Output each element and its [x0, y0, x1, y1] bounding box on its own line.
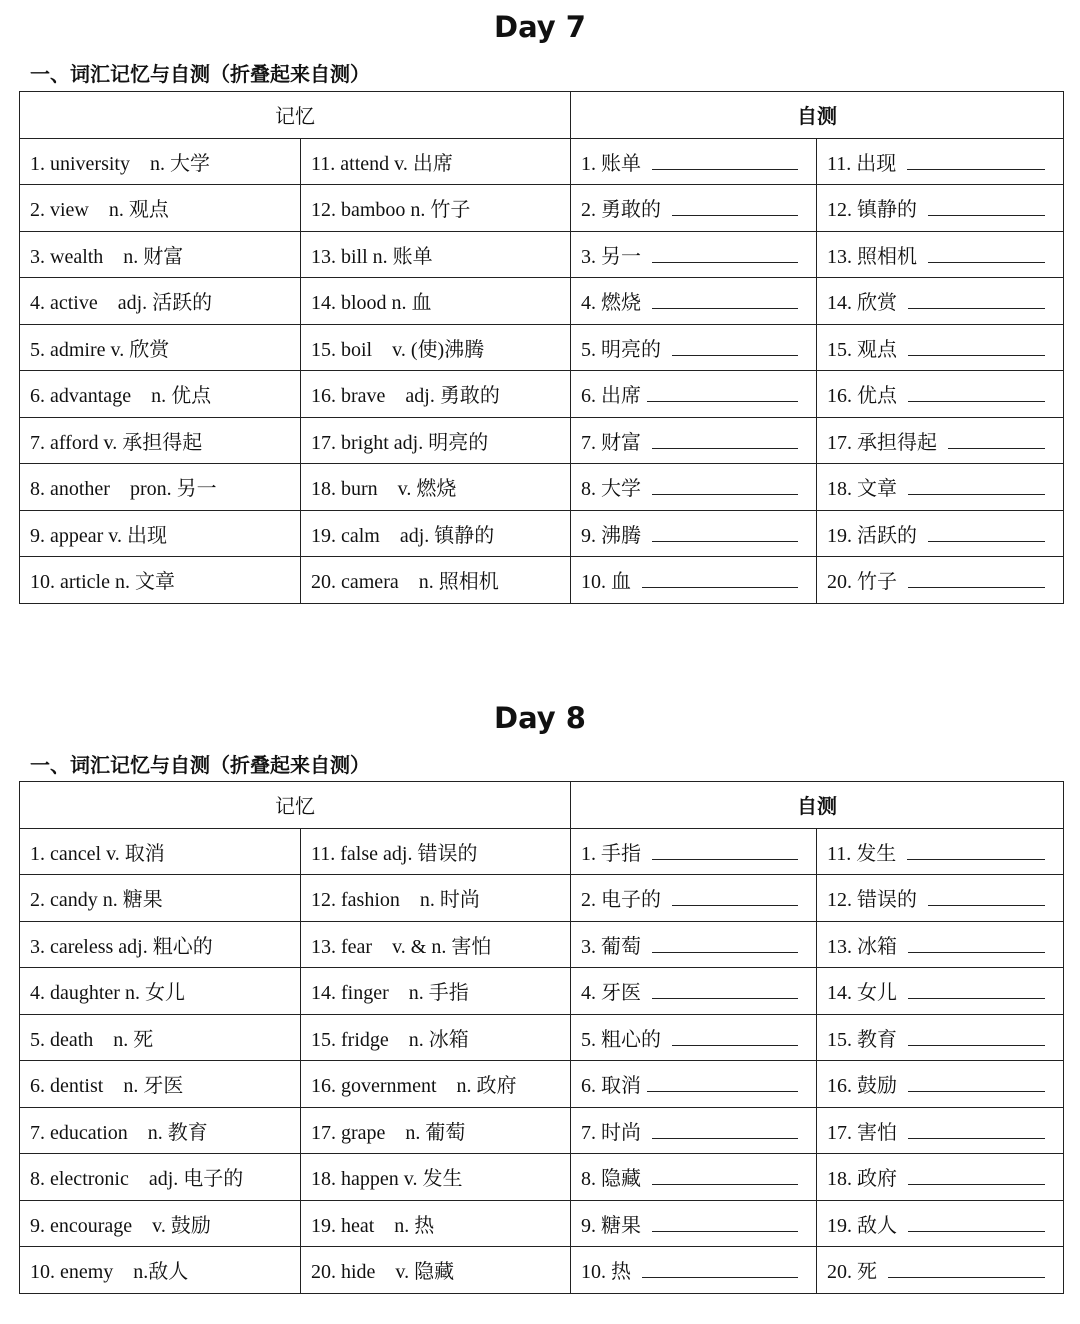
table-row: [20, 828, 1064, 875]
section-heading: 一、词汇记忆与自测（折叠起来自测）: [30, 62, 370, 86]
memory-entry-text: 6. dentist n. 牙医: [30, 1075, 184, 1098]
section-heading: 一、词汇记忆与自测（折叠起来自测）: [30, 753, 370, 777]
memory-entry-text: 13. fear v. & n. 害怕: [311, 935, 492, 958]
memory-entry: [20, 1247, 301, 1294]
self-test-entry-text: 6. 取消: [581, 1075, 641, 1098]
memory-entry: [20, 371, 301, 418]
memory-entry: [20, 324, 301, 371]
memory-entry-text: 18. burn v. 燃烧: [311, 478, 457, 501]
self-test-entry-text: 17. 害怕: [827, 1121, 902, 1144]
memory-entry: [301, 1154, 571, 1201]
table-row: [20, 1247, 1064, 1294]
answer-blank[interactable]: [652, 934, 798, 953]
answer-blank[interactable]: [908, 980, 1045, 999]
answer-blank[interactable]: [908, 1120, 1045, 1139]
memory-entry: [301, 1200, 571, 1247]
self-test-entry: [571, 557, 817, 604]
table-row: [20, 968, 1064, 1015]
answer-blank[interactable]: [672, 887, 798, 906]
answer-blank[interactable]: [908, 290, 1045, 309]
table-row: [20, 417, 1064, 464]
table-row: [20, 1107, 1064, 1154]
answer-blank[interactable]: [907, 151, 1045, 170]
memory-entry: [20, 1154, 301, 1201]
memory-entry-text: 13. bill n. 账单: [311, 245, 433, 268]
memory-entry: [301, 324, 571, 371]
memory-entry-text: 16. brave adj. 勇敢的: [311, 385, 500, 408]
memory-entry-text: 5. death n. 死: [30, 1028, 154, 1051]
memory-entry-text: 12. fashion n. 时尚: [311, 889, 480, 912]
answer-blank[interactable]: [908, 1073, 1045, 1092]
self-test-entry-text: 19. 敌人: [827, 1214, 902, 1237]
answer-blank[interactable]: [652, 1166, 798, 1185]
self-test-entry: [571, 921, 817, 968]
answer-blank[interactable]: [908, 934, 1045, 953]
memory-entry: [20, 510, 301, 557]
table-row: [20, 185, 1064, 232]
table-row: [20, 1200, 1064, 1247]
self-test-entry-text: 5. 明亮的: [581, 338, 666, 361]
self-test-entry-text: 6. 出席: [581, 385, 641, 408]
answer-blank[interactable]: [652, 1213, 798, 1232]
table-header-row: [20, 782, 1064, 829]
self-test-entry: [817, 968, 1064, 1015]
memory-entry: [20, 875, 301, 922]
memory-entry: [301, 185, 571, 232]
day-title: Day 7: [494, 10, 586, 44]
self-test-entry-text: 10. 热: [581, 1261, 636, 1284]
memory-entry-text: 10. article n. 文章: [30, 571, 175, 594]
self-test-entry: [571, 464, 817, 511]
memory-entry: [20, 557, 301, 604]
answer-blank[interactable]: [928, 887, 1045, 906]
self-test-entry: [571, 510, 817, 557]
memory-entry: [301, 231, 571, 278]
self-test-entry-text: 11. 出现: [827, 152, 902, 175]
self-test-entry-text: 7. 时尚: [581, 1121, 646, 1144]
answer-blank[interactable]: [652, 841, 798, 860]
memory-entry-text: 3. wealth n. 财富: [30, 245, 184, 268]
self-test-entry: [817, 1061, 1064, 1108]
memory-entry-text: 11. attend v. 出席: [311, 152, 453, 175]
memory-entry: [301, 828, 571, 875]
memory-entry: [20, 1200, 301, 1247]
self-test-entry: [571, 1107, 817, 1154]
memory-entry: [20, 185, 301, 232]
self-test-entry-text: 1. 账单: [581, 152, 646, 175]
memory-entry-text: 19. heat n. 热: [311, 1214, 435, 1237]
answer-blank[interactable]: [908, 476, 1045, 495]
memory-entry: [301, 417, 571, 464]
self-test-entry: [817, 1200, 1064, 1247]
answer-blank[interactable]: [928, 523, 1045, 542]
memory-entry-text: 17. grape n. 葡萄: [311, 1121, 466, 1144]
self-test-entry-text: 4. 牙医: [581, 982, 646, 1005]
memory-entry-text: 4. active adj. 活跃的: [30, 292, 213, 315]
self-test-entry: [817, 417, 1064, 464]
self-test-entry-text: 14. 欣赏: [827, 292, 902, 315]
self-test-entry: [571, 1200, 817, 1247]
memory-entry-text: 20. camera n. 照相机: [311, 571, 499, 594]
self-test-entry-text: 4. 燃烧: [581, 292, 646, 315]
self-test-entry: [817, 1247, 1064, 1294]
table-row: [20, 557, 1064, 604]
self-test-entry-text: 15. 教育: [827, 1028, 902, 1051]
self-test-entry: [817, 138, 1064, 185]
memory-entry: [301, 510, 571, 557]
memory-entry-text: 9. appear v. 出现: [30, 524, 167, 547]
self-test-entry-text: 18. 政府: [827, 1168, 902, 1191]
memory-entry: [20, 1014, 301, 1061]
answer-blank[interactable]: [888, 1259, 1045, 1278]
memory-entry-text: 11. false adj. 错误的: [311, 842, 478, 865]
self-test-header: 自测: [571, 92, 1064, 139]
self-test-entry-text: 20. 竹子: [827, 571, 902, 594]
memory-entry-text: 8. electronic adj. 电子的: [30, 1168, 244, 1191]
memory-entry-text: 14. blood n. 血: [311, 292, 432, 315]
self-test-entry: [817, 464, 1064, 511]
self-test-entry: [817, 875, 1064, 922]
self-test-entry: [571, 417, 817, 464]
self-test-entry: [571, 278, 817, 325]
self-test-entry: [571, 1247, 817, 1294]
memory-entry: [20, 231, 301, 278]
memory-entry-text: 6. advantage n. 优点: [30, 385, 212, 408]
answer-blank[interactable]: [652, 290, 798, 309]
table-row: [20, 510, 1064, 557]
memory-entry: [301, 1107, 571, 1154]
memory-entry: [301, 557, 571, 604]
self-test-entry: [817, 1014, 1064, 1061]
self-test-entry-text: 16. 优点: [827, 385, 902, 408]
self-test-entry: [571, 1154, 817, 1201]
day-title: Day 8: [494, 701, 586, 735]
self-test-entry: [571, 875, 817, 922]
self-test-entry: [571, 968, 817, 1015]
memory-entry: [301, 464, 571, 511]
self-test-entry-text: 12. 错误的: [827, 889, 922, 912]
self-test-entry: [817, 828, 1064, 875]
answer-blank[interactable]: [928, 244, 1045, 263]
table-row: [20, 875, 1064, 922]
self-test-entry-text: 14. 女儿: [827, 982, 902, 1005]
memory-entry-text: 14. finger n. 手指: [311, 982, 469, 1005]
memory-entry-text: 7. education n. 教育: [30, 1121, 208, 1144]
answer-blank[interactable]: [647, 383, 798, 402]
self-test-entry: [571, 1061, 817, 1108]
vocab-table: [19, 91, 1064, 604]
memory-entry-text: 20. hide v. 隐藏: [311, 1261, 455, 1284]
answer-blank[interactable]: [652, 151, 798, 170]
memory-entry: [20, 278, 301, 325]
answer-blank[interactable]: [908, 569, 1045, 588]
self-test-entry-text: 5. 粗心的: [581, 1028, 666, 1051]
table-row: [20, 231, 1064, 278]
memory-entry-text: 15. fridge n. 冰箱: [311, 1028, 469, 1051]
vocab-table: [19, 781, 1064, 1294]
memory-entry-text: 2. candy n. 糖果: [30, 889, 163, 912]
self-test-entry-text: 11. 发生: [827, 842, 902, 865]
answer-blank[interactable]: [907, 841, 1045, 860]
table-row: [20, 921, 1064, 968]
self-test-entry: [571, 185, 817, 232]
self-test-entry-text: 13. 冰箱: [827, 935, 902, 958]
memory-entry-text: 16. government n. 政府: [311, 1075, 517, 1098]
memory-entry: [20, 1061, 301, 1108]
memory-entry: [301, 968, 571, 1015]
memory-header: 记忆: [20, 92, 571, 139]
memory-entry: [20, 1107, 301, 1154]
self-test-entry-text: 18. 文章: [827, 478, 902, 501]
self-test-entry: [817, 510, 1064, 557]
self-test-entry-text: 12. 镇静的: [827, 199, 922, 222]
self-test-entry-text: 10. 血: [581, 571, 636, 594]
memory-entry: [20, 138, 301, 185]
self-test-entry-text: 19. 活跃的: [827, 524, 922, 547]
self-test-entry: [571, 828, 817, 875]
self-test-entry-text: 2. 勇敢的: [581, 199, 666, 222]
self-test-entry: [817, 557, 1064, 604]
self-test-entry: [817, 371, 1064, 418]
answer-blank[interactable]: [908, 1213, 1045, 1232]
self-test-entry: [571, 138, 817, 185]
self-test-entry: [571, 324, 817, 371]
self-test-entry-text: 9. 沸腾: [581, 524, 646, 547]
self-test-entry-text: 8. 隐藏: [581, 1168, 646, 1191]
answer-blank[interactable]: [908, 1166, 1045, 1185]
memory-entry: [301, 278, 571, 325]
self-test-entry-text: 3. 另一: [581, 245, 646, 268]
table-row: [20, 1014, 1064, 1061]
answer-blank[interactable]: [642, 569, 798, 588]
self-test-entry: [571, 1014, 817, 1061]
memory-entry: [301, 875, 571, 922]
memory-entry-text: 9. encourage v. 鼓励: [30, 1214, 211, 1237]
memory-entry: [301, 371, 571, 418]
self-test-entry: [817, 921, 1064, 968]
memory-entry: [20, 828, 301, 875]
memory-entry: [301, 921, 571, 968]
answer-blank[interactable]: [908, 383, 1045, 402]
table-row: [20, 1154, 1064, 1201]
memory-entry-text: 17. bright adj. 明亮的: [311, 431, 489, 454]
table-header-row: [20, 92, 1064, 139]
self-test-entry-text: 2. 电子的: [581, 889, 666, 912]
memory-entry: [301, 1247, 571, 1294]
self-test-entry: [817, 1154, 1064, 1201]
answer-blank[interactable]: [652, 244, 798, 263]
self-test-entry-text: 15. 观点: [827, 338, 902, 361]
memory-entry-text: 5. admire v. 欣赏: [30, 338, 170, 361]
memory-entry-text: 3. careless adj. 粗心的: [30, 935, 213, 958]
memory-entry: [20, 464, 301, 511]
answer-blank[interactable]: [652, 476, 798, 495]
memory-entry: [301, 138, 571, 185]
memory-entry-text: 10. enemy n.敌人: [30, 1261, 189, 1284]
answer-blank[interactable]: [908, 1027, 1045, 1046]
self-test-entry: [817, 231, 1064, 278]
self-test-entry-text: 16. 鼓励: [827, 1075, 902, 1098]
answer-blank[interactable]: [672, 1027, 798, 1046]
self-test-entry-text: 20. 死: [827, 1261, 882, 1284]
answer-blank[interactable]: [672, 337, 798, 356]
memory-entry: [20, 968, 301, 1015]
self-test-entry-text: 7. 财富: [581, 431, 646, 454]
answer-blank[interactable]: [652, 430, 798, 449]
self-test-entry: [571, 231, 817, 278]
answer-blank[interactable]: [652, 523, 798, 542]
memory-entry: [20, 417, 301, 464]
memory-entry-text: 15. boil v. (使)沸腾: [311, 338, 485, 361]
memory-entry-text: 19. calm adj. 镇静的: [311, 524, 495, 547]
memory-entry-text: 4. daughter n. 女儿: [30, 982, 185, 1005]
memory-entry-text: 1. university n. 大学: [30, 152, 210, 175]
table-row: [20, 464, 1064, 511]
self-test-entry-text: 17. 承担得起: [827, 431, 942, 454]
memory-entry-text: 1. cancel v. 取消: [30, 842, 165, 865]
memory-entry-text: 8. another pron. 另一: [30, 478, 217, 501]
memory-entry: [20, 921, 301, 968]
memory-entry-text: 2. view n. 观点: [30, 199, 169, 222]
self-test-entry-text: 8. 大学: [581, 478, 646, 501]
self-test-entry-text: 1. 手指: [581, 842, 646, 865]
answer-blank[interactable]: [652, 980, 798, 999]
answer-blank[interactable]: [908, 337, 1045, 356]
self-test-entry: [571, 371, 817, 418]
self-test-entry-text: 9. 糖果: [581, 1214, 646, 1237]
memory-entry: [301, 1014, 571, 1061]
memory-entry-text: 12. bamboo n. 竹子: [311, 199, 471, 222]
answer-blank[interactable]: [928, 197, 1045, 216]
self-test-entry: [817, 185, 1064, 232]
table-row: [20, 138, 1064, 185]
memory-entry: [301, 1061, 571, 1108]
table-row: [20, 1061, 1064, 1108]
memory-entry-text: 7. afford v. 承担得起: [30, 431, 203, 454]
table-row: [20, 278, 1064, 325]
self-test-entry-text: 3. 葡萄: [581, 935, 646, 958]
memory-header: 记忆: [20, 782, 571, 829]
self-test-entry: [817, 324, 1064, 371]
table-row: [20, 371, 1064, 418]
answer-blank[interactable]: [647, 1073, 798, 1092]
answer-blank[interactable]: [642, 1259, 798, 1278]
answer-blank[interactable]: [948, 430, 1045, 449]
answer-blank[interactable]: [672, 197, 798, 216]
self-test-entry: [817, 278, 1064, 325]
self-test-header: 自测: [571, 782, 1064, 829]
self-test-entry: [817, 1107, 1064, 1154]
answer-blank[interactable]: [652, 1120, 798, 1139]
memory-entry-text: 18. happen v. 发生: [311, 1168, 463, 1191]
self-test-entry-text: 13. 照相机: [827, 245, 922, 268]
table-row: [20, 324, 1064, 371]
